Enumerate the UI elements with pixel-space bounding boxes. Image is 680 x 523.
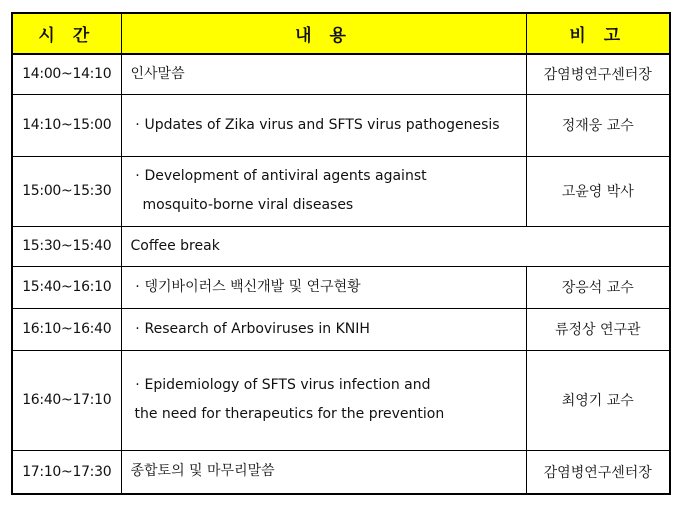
table-row <box>12 54 670 94</box>
bullet-icon: · <box>135 168 140 184</box>
row-content <box>121 94 526 156</box>
bullet-icon: · <box>135 377 140 393</box>
table-row <box>12 226 670 266</box>
header-time: 시 간 <box>12 13 121 54</box>
row-content <box>121 266 526 308</box>
row-note: 고윤영 박사 <box>526 156 670 226</box>
row-content <box>121 156 526 226</box>
content-line: mosquito-borne viral diseases <box>142 197 354 213</box>
row-content <box>121 450 526 494</box>
table-row <box>12 156 670 226</box>
row-note: 정재웅 교수 <box>526 94 670 156</box>
row-time: 17:10~17:30 <box>12 450 121 494</box>
row-note: 최영기 교수 <box>526 350 670 450</box>
row-content <box>121 308 526 350</box>
header-note: 비 고 <box>526 13 670 54</box>
row-time: 16:10~16:40 <box>12 308 121 350</box>
content-line: Epidemiology of SFTS virus infection and <box>144 377 431 393</box>
table-row <box>12 350 670 450</box>
content-line: 종합토의 및 마무리말씀 <box>130 463 275 480</box>
row-time: 14:00~14:10 <box>12 54 121 94</box>
content-line: 뎅기바이러스 백신개발 및 연구현황 <box>144 278 361 295</box>
row-note: 감염병연구센터장 <box>526 54 670 94</box>
bullet-icon: · <box>135 116 140 133</box>
row-time: 16:40~17:10 <box>12 350 121 450</box>
bullet-icon: · <box>135 320 140 337</box>
row-time: 15:00~15:30 <box>12 156 121 226</box>
content-line: Development of antiviral agents against <box>144 168 427 184</box>
row-content <box>121 350 526 450</box>
row-content <box>121 226 670 266</box>
content-line: Research of Arboviruses in KNIH <box>144 320 370 337</box>
program-schedule-table <box>11 12 671 495</box>
header-content: 내 용 <box>121 13 526 54</box>
table-header-row <box>12 13 670 54</box>
content-line: the need for therapeutics for the prevention <box>134 406 445 422</box>
row-time: 15:30~15:40 <box>12 226 121 266</box>
content-line: 인사말씀 <box>130 65 185 82</box>
row-note: 감염병연구센터장 <box>526 450 670 494</box>
row-note: 류정상 연구관 <box>526 308 670 350</box>
table-row <box>12 266 670 308</box>
table-row <box>12 94 670 156</box>
content-line: Updates of Zika virus and SFTS virus pathogenesis <box>144 116 500 133</box>
table-row <box>12 308 670 350</box>
row-time: 14:10~15:00 <box>12 94 121 156</box>
row-time: 15:40~16:10 <box>12 266 121 308</box>
content-line: Coffee break <box>130 237 220 254</box>
row-note: 장응석 교수 <box>526 266 670 308</box>
bullet-icon: · <box>135 278 140 295</box>
row-content <box>121 54 526 94</box>
table-row <box>12 450 670 494</box>
